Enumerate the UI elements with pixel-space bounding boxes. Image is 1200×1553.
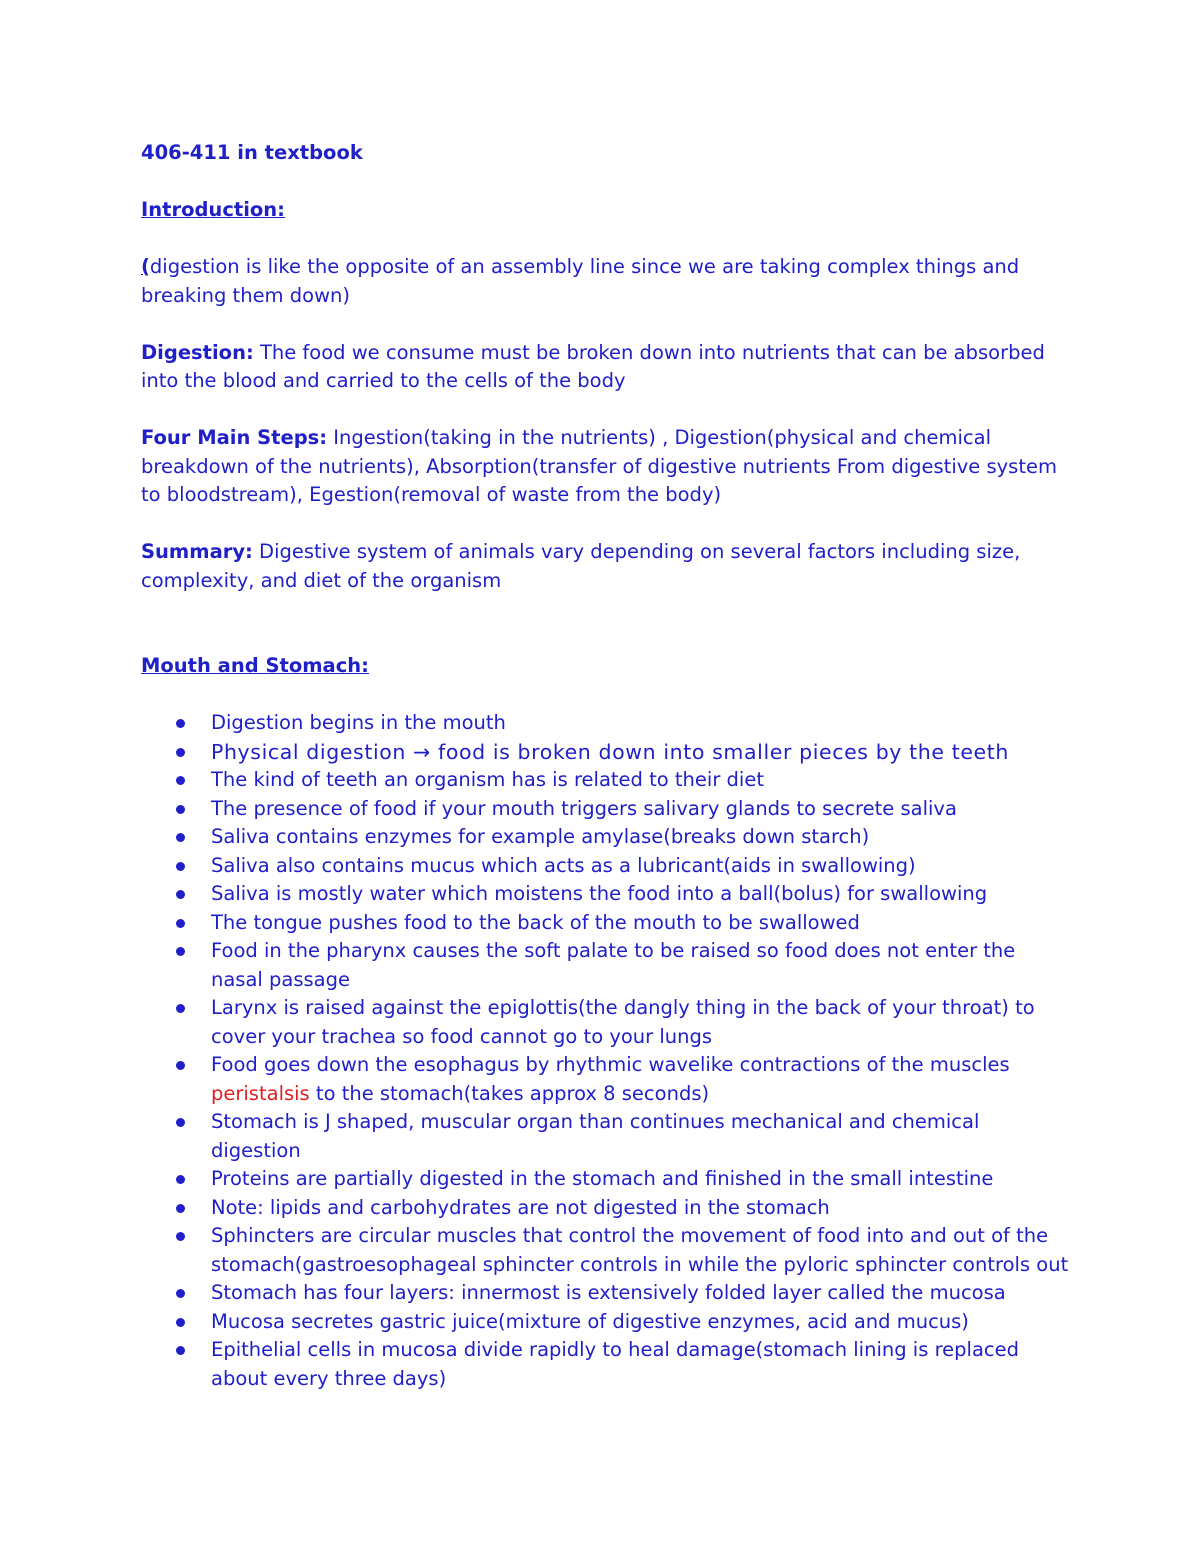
list-item [211,909,1071,938]
bullet-dot-icon [176,1204,185,1213]
list-item [211,795,1071,824]
four-main-steps-text: Ingestion(taking in the nutrients) , Digestion(physical and chemical breakdown of the nutrients), Absorption(transfer of digestive nutrients From digestive system to bloodstream), Egestion(removal of waste from the body) [141,426,1057,506]
list-item-text: Food in the pharynx causes the soft palate to be raised so food does not enter the nasal passage [211,939,1016,991]
introduction-note-text: digestion is like the opposite of an assembly line since we are taking complex things and breaking them down) [141,255,1020,307]
bullet-dot-icon [176,1061,185,1070]
bullet-dot-icon [176,1175,185,1184]
list-item-text: Digestion begins in the mouth [211,711,506,734]
list-item-text: Saliva contains enzymes for example amylase(breaks down starch) [211,825,870,848]
bullet-dot-icon [176,1289,185,1298]
bullet-dot-icon [176,1346,185,1355]
introduction-note-paren: ( [141,255,150,278]
list-item [211,823,1071,852]
list-item [211,766,1071,795]
list-item-peristalsis [211,1051,1071,1108]
list-item-text: Epithelial cells in mucosa divide rapidly to heal damage(stomach lining is replaced about every three days) [211,1338,1020,1390]
four-main-steps-term: Four Main Steps: [141,426,328,449]
four-main-steps-definition [141,424,1071,510]
bullet-dot-icon [176,1118,185,1127]
introduction-heading: Introduction: [141,198,285,221]
list-item [211,738,1071,767]
bullet-dot-icon [176,1232,185,1241]
summary-term: Summary: [141,540,253,563]
list-item-text: Proteins are partially digested in the stomach and finished in the small intestine [211,1167,994,1190]
list-item [211,880,1071,909]
textbook-pages-heading: 406-411 in textbook [141,141,363,164]
list-item-text: The kind of teeth an organism has is related to their diet [211,768,764,791]
list-item [211,1308,1071,1337]
list-item-text: Stomach is J shaped, muscular organ than continues mechanical and chemical digestion [211,1110,980,1162]
summary-definition [141,538,1071,595]
list-item-text: Larynx is raised against the epiglottis(the dangly thing in the back of your throat) to cover your trachea so food cannot go to your lungs [211,996,1035,1048]
list-item [211,1222,1071,1279]
peristalsis-before: Food goes down the esophagus by rhythmic wavelike contractions of the muscles [211,1053,1010,1076]
introduction-note [141,253,1071,310]
list-item [211,1165,1071,1194]
list-item [211,709,1071,738]
document-page [141,139,1071,1393]
list-item-text: Stomach has four layers: innermost is extensively folded layer called the mucosa [211,1281,1006,1304]
bullet-dot-icon [176,947,185,956]
bullet-dot-icon [176,748,185,757]
bullet-dot-icon [176,805,185,814]
digestion-term: Digestion: [141,340,254,364]
list-item-text: Saliva is mostly water which moistens the food into a ball(bolus) for swallowing [211,882,988,905]
list-item-text: Sphincters are circular muscles that control the movement of food into and out of the stomach(gastroesophageal sphincter controls in while the pyloric sphincter controls out [211,1224,1069,1276]
bullet-dot-icon [176,1004,185,1013]
bullet-dot-icon [176,890,185,899]
list-item-text: The tongue pushes food to the back of the mouth to be swallowed [211,910,860,934]
digestion-definition [141,339,1071,396]
list-item-text: Mucosa secretes gastric juice(mixture of digestive enzymes, acid and mucus) [211,1309,969,1333]
peristalsis-highlight: peristalsis [211,1081,310,1105]
bullet-dot-icon [176,919,185,928]
bullet-dot-icon [176,833,185,842]
list-item [211,1336,1071,1393]
list-item-text: Note: lipids and carbohydrates are not digested in the stomach [211,1195,830,1219]
list-item [211,1194,1071,1223]
bullet-dot-icon [176,719,185,728]
bullet-dot-icon [176,776,185,785]
list-item-text: Physical digestion → food is broken down into smaller pieces by the teeth [211,739,1010,764]
peristalsis-after: to the stomach(takes approx 8 seconds) [309,1081,710,1105]
mouth-stomach-heading: Mouth and Stomach: [141,654,369,677]
list-item [211,937,1071,994]
mouth-stomach-bullet-list [141,709,1071,1393]
list-item [211,852,1071,881]
digestion-text: The food we consume must be broken down into nutrients that can be absorbed into the blood and carried to the cells of the body [141,340,1045,392]
list-item-text: Saliva also contains mucus which acts as a lubricant(aids in swallowing) [211,853,916,877]
list-item [211,1108,1071,1165]
bullet-dot-icon [176,862,185,871]
list-item-text: The presence of food if your mouth triggers salivary glands to secrete saliva [211,796,957,820]
bullet-dot-icon [176,1318,185,1327]
list-item [211,994,1071,1051]
list-item [211,1279,1071,1308]
summary-text: Digestive system of animals vary depending on several factors including size, complexity, and diet of the organism [141,540,1021,592]
